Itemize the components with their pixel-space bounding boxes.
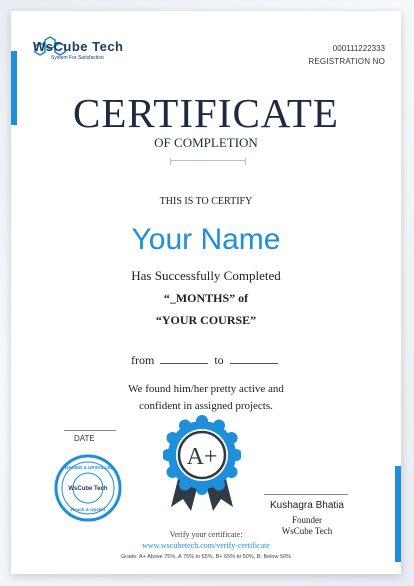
to-blank: [230, 353, 278, 364]
stamp-top-text: TRAINED & UPSKILLED: [62, 465, 114, 470]
certificate-title: CERTIFICATE: [73, 90, 339, 136]
description: [11, 381, 401, 415]
verify-label: Verify your certificate:: [169, 530, 243, 539]
registration-label: REGISTRATION NO: [308, 57, 385, 66]
course-text: “YOUR COURSE”: [155, 313, 257, 327]
date-line: [64, 430, 116, 431]
to-label: to: [214, 353, 224, 367]
grade-badge-icon: [163, 415, 241, 517]
from-blank: [160, 353, 208, 364]
grade-legend: Grade: A+ Above 75%, A 75% to 65%, B+ 65% to 50%, B: Below 50%: [120, 554, 291, 560]
signatory-org: WsCube Tech: [281, 526, 333, 536]
completed-text: Has Successfully Completed: [131, 268, 281, 283]
certificate-card: [11, 11, 401, 574]
seal-stamp-icon: [53, 453, 123, 523]
verify-url-link[interactable]: www.wscubetech.com/verify-certificate: [142, 541, 270, 550]
stamp-middle-text: WsCube Tech: [68, 486, 108, 492]
signature-line: [264, 494, 348, 495]
date-label: DATE: [74, 434, 95, 443]
certificate-subtitle: OF COMPLETION: [154, 135, 258, 150]
badge-grade-text: A+: [186, 444, 218, 470]
registration-number: 000111222333: [332, 44, 385, 53]
stamp-bottom-text: Reach & Upskill: [70, 507, 106, 512]
logo-text: WsCube Tech: [33, 39, 124, 54]
description-line-2: confident in assigned projects.: [139, 400, 273, 412]
signatory-role: Founder: [292, 515, 322, 525]
logo-tagline: System For Satisfaction: [51, 55, 104, 61]
recipient-name: Your Name: [131, 223, 281, 256]
months-text: “_MONTHS” of: [163, 291, 249, 305]
certify-text: THIS IS TO CERTIFY: [159, 196, 253, 207]
date-range: [131, 353, 284, 368]
title-divider: [170, 160, 246, 161]
signatory-name: Kushagra Bhatia: [270, 500, 344, 511]
from-label: from: [131, 353, 155, 367]
description-line-1: We found him/her pretty active and: [128, 383, 284, 395]
